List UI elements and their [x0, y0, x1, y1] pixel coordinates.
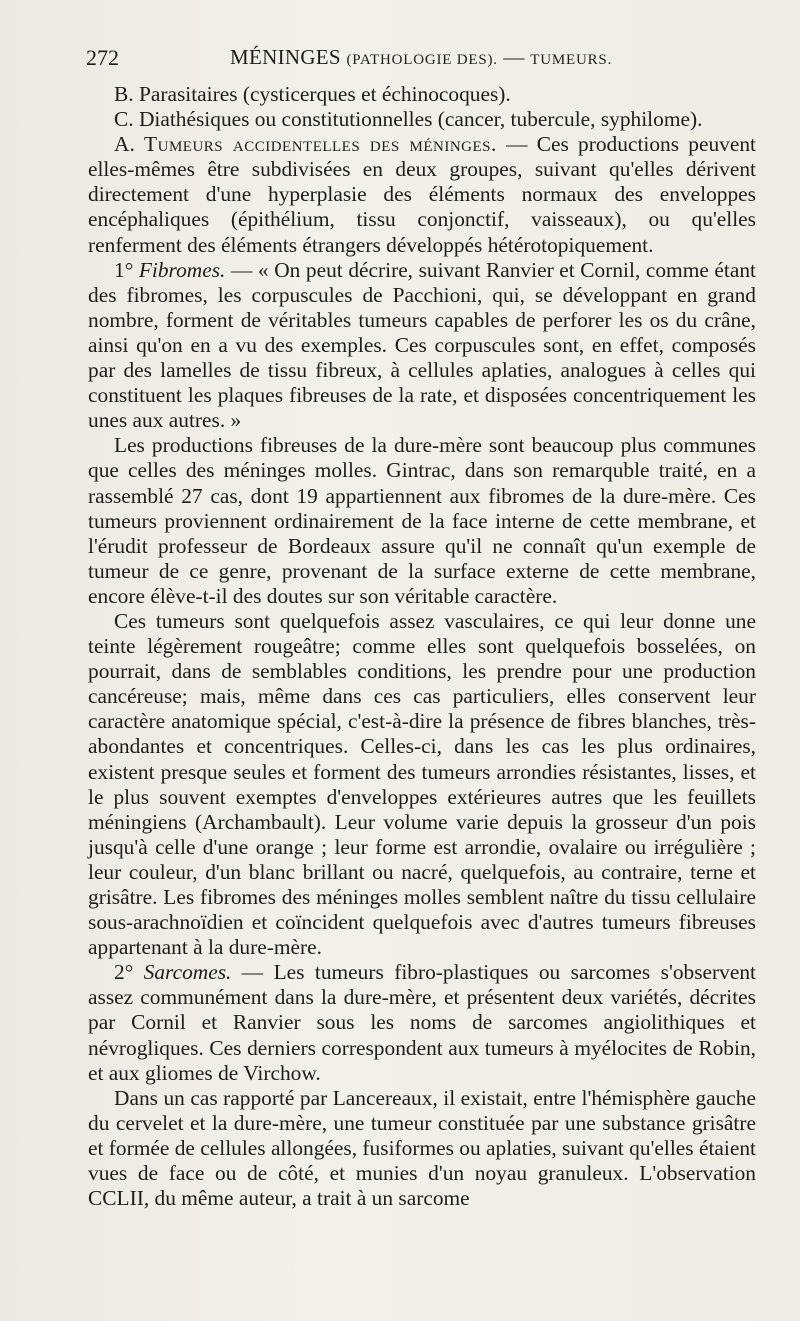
- page-number: 272: [86, 45, 119, 70]
- list-item-b: B. Parasitaires (cysticerques et échinocoques).: [114, 82, 511, 106]
- productions-paragraph: Les productions fibreuses de la dure-mère sont beaucoup plus communes que celles des méninges molles. Gintrac, dans son remarquble traité, en a rassemblé 27 cas, dont 19 appartiennent aux fibromes de la dure-mère. Ces tumeurs proviennent ordinairement de la face interne de cette membrane, et l'érudit professeur de Bordeaux assure qu'il ne connaît qu'un exemple de tumeur de ce genre, provenant de la surface externe de cette membrane, encore élève-t-il des doutes sur son véritable caractère.: [88, 433, 756, 608]
- title-dash: —: [503, 45, 525, 69]
- section-a-paragraph: [88, 132, 756, 257]
- section-a-letter: A.: [114, 132, 135, 157]
- sarcomes-title: Sarcomes.: [143, 960, 232, 985]
- page-body: [88, 82, 756, 1211]
- sarcomes-number: 2°: [114, 960, 134, 985]
- fibromes-number: 1°: [114, 257, 134, 282]
- title-paren: (PATHOLOGIE DES).: [346, 52, 498, 68]
- running-title: [230, 45, 612, 70]
- running-header: [86, 45, 756, 75]
- fibromes-title: Fibromes.: [138, 257, 226, 282]
- vasculaires-paragraph: Ces tumeurs sont quelquefois assez vasculaires, ce qui leur donne une teinte légèrement rougeâtre; comme elles sont quelquefois bosselées, on pourrait, dans de semblables conditions, les prendre pour une production cancéreuse; mais, même dans ces cas particuliers, elles conservent leur caractère anatomique spécial, c'est-à-dire la présence de fibres blanches, très-abondantes et concentriques. Celles-ci, dans les cas les plus ordinaires, existent presque seules et forment des tumeurs arrondies résistantes, lisses, et le plus souvent exemptes d'enveloppes extérieures autres que les feuillets méningiens (Archambault). Leur volume varie depuis la grosseur d'un pois jusqu'à celle d'une orange ; leur forme est arrondie, ovalaire ou irrégulière ; leur couleur, d'un blanc brillant ou nacré, quelquefois, au contraire, terne et grisâtre. Les fibromes des méninges molles semblent naître du tissu cellulaire sous-arachnoïdien et coïncident quelquefois avec d'autres tumeurs fibreuses appartenant à la dure-mère.: [88, 608, 756, 960]
- lancereaux-paragraph: Dans un cas rapporté par Lancereaux, il existait, entre l'hémisphère gauche du cervelet et la dure-mère, une tumeur constituée par une substance grisâtre et formée de cellules allongées, fusiformes ou aplaties, suivant qu'elles étaient vues de face ou de côté, et munies d'un noyau granuleux. L'observation CCLII, du même auteur, a trait à un sarcome: [88, 1085, 756, 1211]
- list-item-c: C. Diathésiques ou constitutionnelles (cancer, tubercule, syphilome).: [114, 107, 703, 132]
- section-a-heading: Tumeurs accidentelles des méninges.: [144, 132, 497, 157]
- fibromes-text: — « On peut décrire, suivant Ranvier et Cornil, comme étant des fibromes, les corpuscules de Pacchioni, qui, se développant en grand nombre, forment de véritables tumeurs capables de perforer les os du crâne, ainsi qu'on en a vu des exemples. Ces corpuscules sont, en effet, composés par des lamelles de tissu fibreux, à cellules aplaties, analogues à celles qui constituent les plaques fibreuses de la rate, et disposées concentriquement les unes aux autres. »: [88, 257, 756, 433]
- section-a-text: — Ces productions peuvent elles-mêmes être subdivisées en deux groupes, suivant qu'elles dérivent directement d'une hyperplasie des éléments normaux des enveloppes encéphaliques (épithélium, tissu conjonctif, vaisseaux), ou qu'elles renferment des éléments étrangers développés hétérotopiquement.: [88, 132, 756, 257]
- title-section: TUMEURS.: [530, 52, 613, 68]
- sarcomes-text: — Les tumeurs fibro-plastiques ou sarcomes s'observent assez communément dans la dure-mère, et présentent deux variétés, décrites par Cornil et Ranvier sous les noms de sarcomes angiolithiques et névrogliques. Ces derniers correspondent aux tumeurs à myélocites de Robin, et aux gliomes de Virchow.: [88, 960, 756, 1085]
- fibromes-paragraph: [88, 258, 756, 434]
- sarcomes-paragraph: [88, 960, 756, 1085]
- title-main: MÉNINGES: [230, 45, 341, 69]
